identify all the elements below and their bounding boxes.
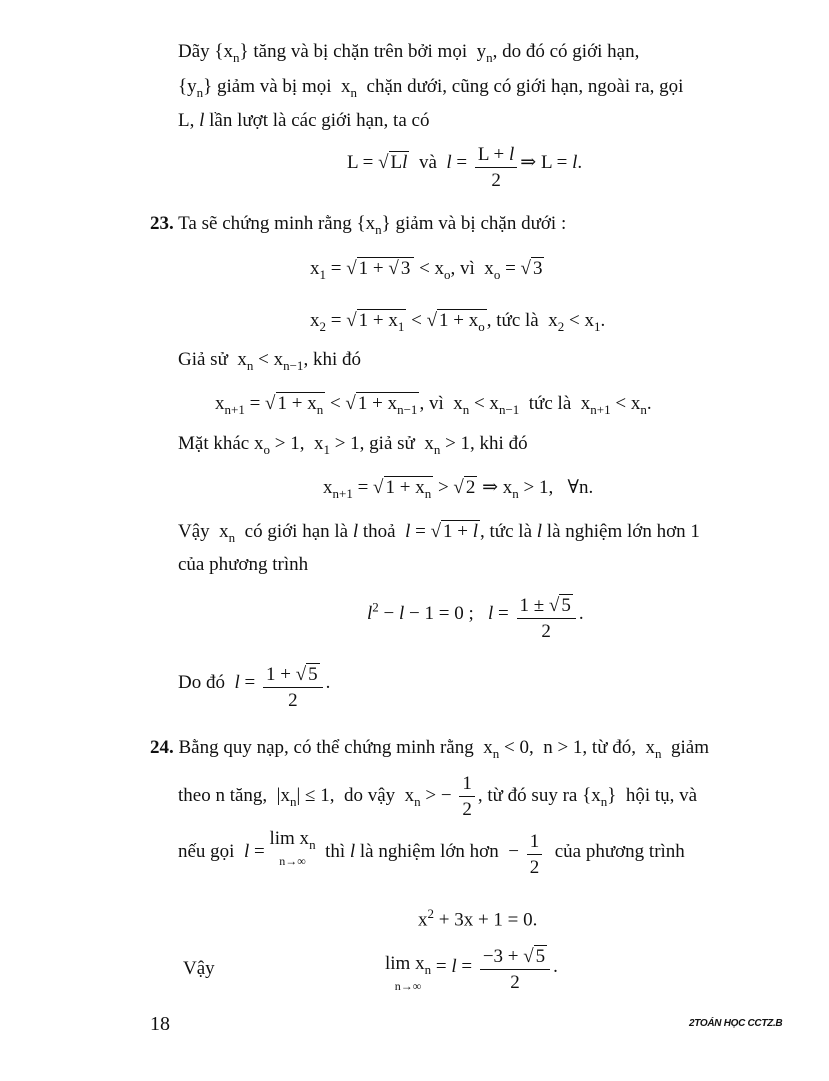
p23-other: Mặt khác $x_o > 1$, $x_1 > 1$, giả sử $x_n > 1$, khi đó xyxy=(178,433,528,457)
footer-imprint: 2TOÁN HỌC CCTZ.B xyxy=(689,1018,783,1029)
p23-assume: Giả sử $x_n < x_{n-1}$, khi đó xyxy=(178,349,361,373)
p23-eq-1: $x_1$ = √ 1 + √ $3 < x_o$, vì $x_o$ = √ 3 xyxy=(310,258,543,282)
problem-24-line-3: nếu gọi $l = \lim x_n$ n→∞ thì l là nghiệm lớn hơn − $\frac{1}{2}$ của phương trình xyxy=(178,830,685,881)
p24-eq-2: $\lim x_n$ n→∞ = l = $\frac{-3 + √ 5}{2}$ . xyxy=(385,945,558,996)
intro-line-2: $\{y_n\}$ giảm và bị mọi $x_n$ chặn dưới, cũng có giới hạn, ngoài ra, gọi xyxy=(178,76,684,100)
p23-eq-3: $x_{n+1}$ = √ $1 + x_n$ < √ $1 + x_{n-1}$ , vì $x_n < x_{n-1}$ tức là $x_{n+1} < x_n$. xyxy=(215,393,652,417)
problem-24-line-1: 24. Bằng quy nạp, có thể chứng minh rằng $x_n < 0$, n > 1, từ đó, $x_n$ giảm xyxy=(150,737,709,761)
p24-vay: Vậy xyxy=(183,958,215,979)
p24-eq-1: $x^2 + 3x + 1 = 0$. xyxy=(418,906,538,931)
problem-24-line-2: theo n tăng, $|x_n| \le 1$, do vậy $x_n$ > − $\frac{1}{2}$ , từ đó suy ra $\{x_n\}$ hội tụ, và xyxy=(178,772,697,823)
p23-eq-4: $x_{n+1}$ = √ $1 + x_n$ > √ 2 ⇒ $x_n > 1$, ∀n. xyxy=(323,477,594,501)
p23-limit-line: Vậy $x_n$ có giới hạn là l thoả l = √ 1 + l , tức là l là nghiệm lớn hơn 1 xyxy=(178,521,700,545)
p23-eq-line: của phương trình xyxy=(178,554,309,575)
lim-operator: $\lim x_n$ n→∞ xyxy=(269,828,316,868)
problem-23-heading: 23. Ta sẽ chứng minh rằng $\{x_n\}$ giảm và bị chặn dưới : xyxy=(150,213,567,237)
intro-equation: L = √ Ll và l = $\frac{L + l}{2}$ ⇒ L = l. xyxy=(347,143,582,194)
p23-eq-2: $x_2$ = √ $1 + x_1$ < √ $1 + x_o$ , tức là $x_2 < x_1$. xyxy=(310,310,606,334)
intro-line-3: L, l lần lượt là các giới hạn, ta có xyxy=(178,110,430,131)
p23-conclusion: Do đó l = $\frac{1 + √ 5}{2}$ . xyxy=(178,663,330,714)
intro-line-1: Dãy $\{x_n\}$ tăng và bị chặn trên bởi mọi $y_n$, do đó có giới hạn, xyxy=(178,41,640,65)
page-number: 18 xyxy=(150,1013,170,1035)
p23-eq-5: $l^2 - l - 1 = 0$ ; l = $\frac{1 \pm √ 5}{2}$ . xyxy=(367,594,584,645)
